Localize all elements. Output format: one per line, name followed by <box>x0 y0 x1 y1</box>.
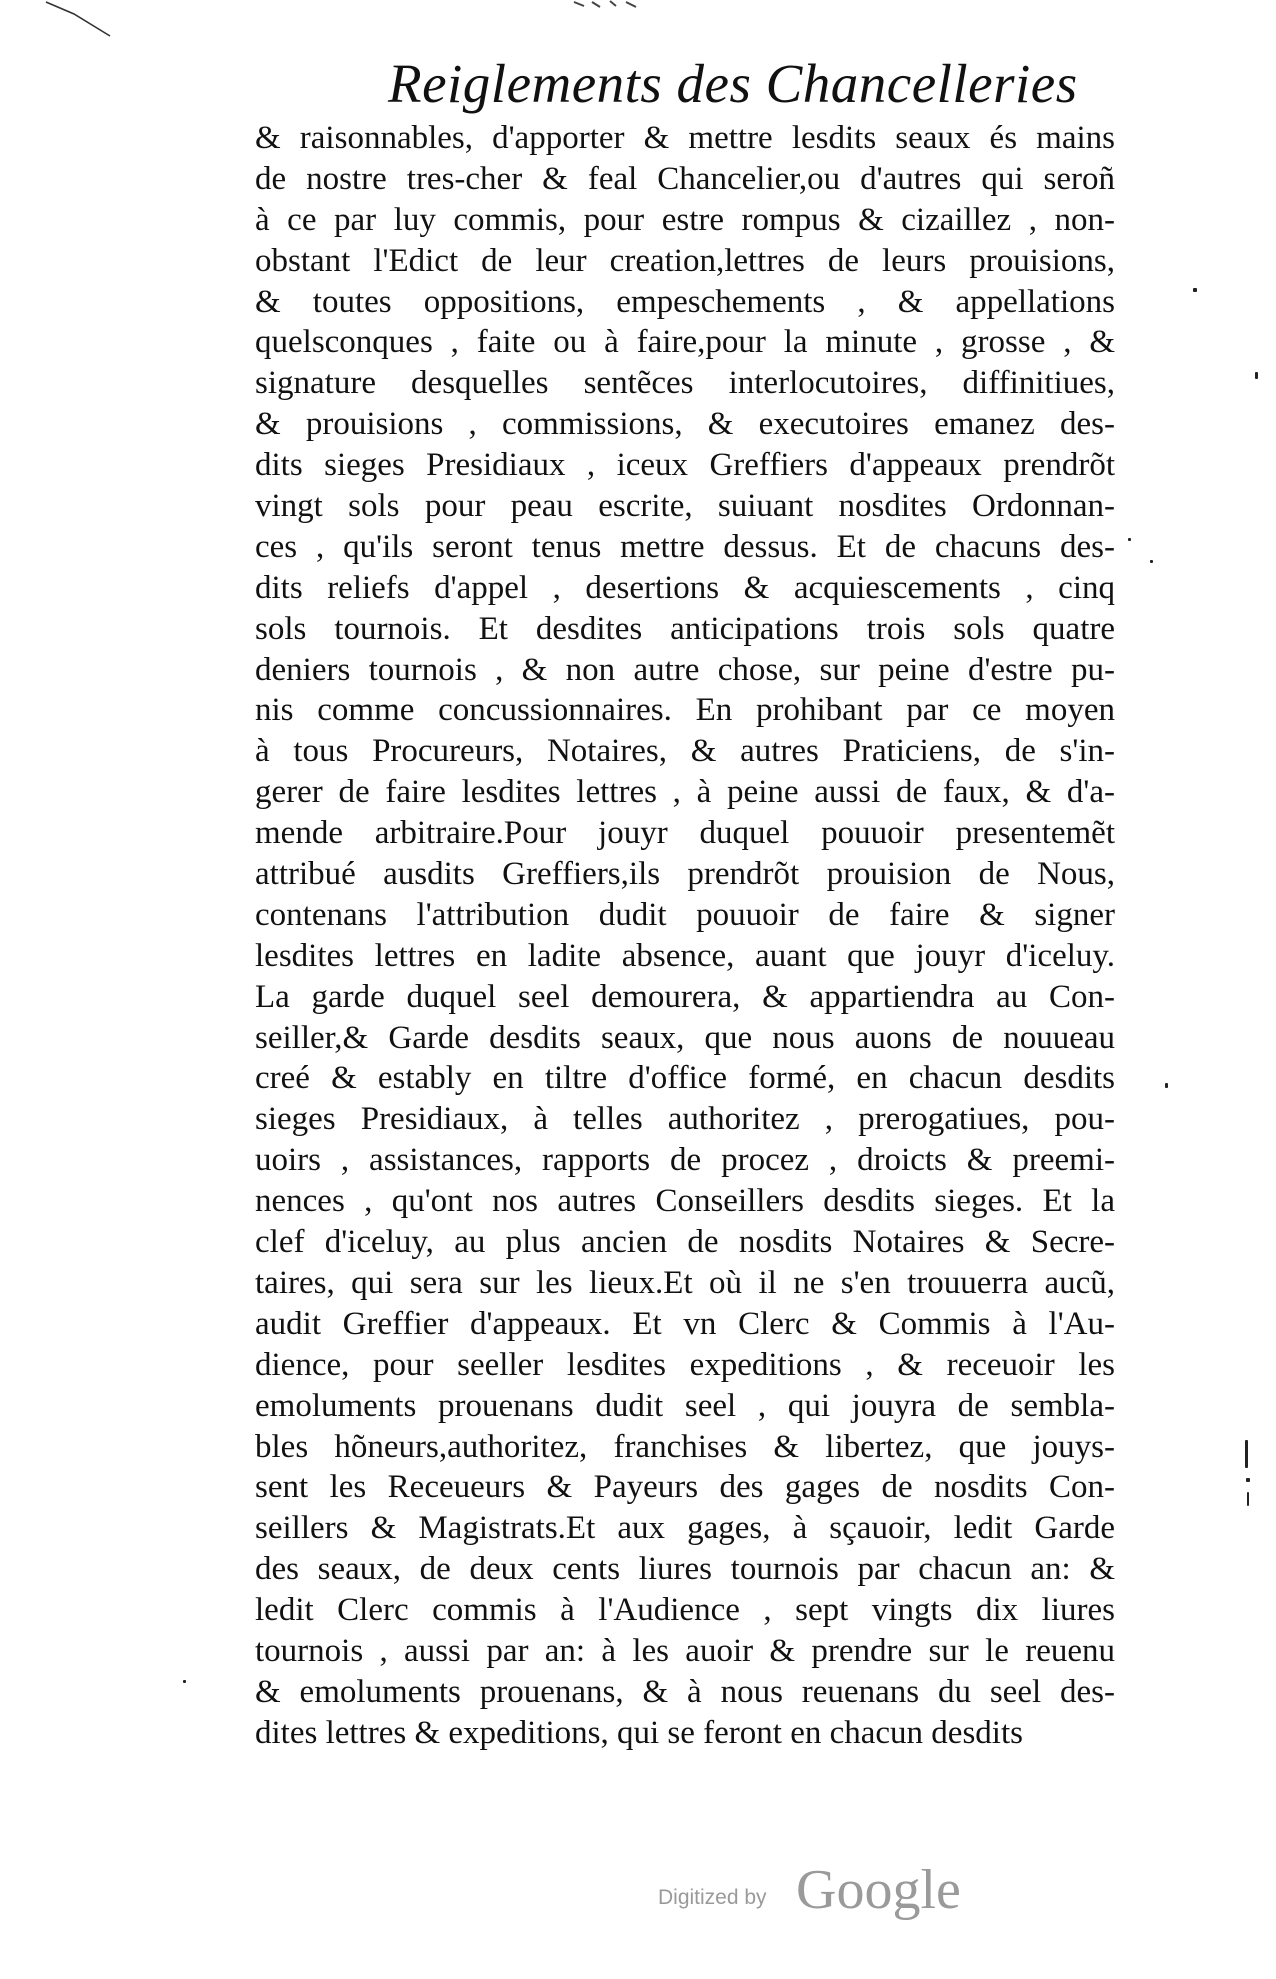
google-logo-text: Google <box>796 1859 961 1921</box>
text-line: audit Greffier d'appeaux. Et vn Clerc & Commis à l'Au- <box>255 1305 1115 1342</box>
margin-speck <box>1246 1478 1250 1482</box>
margin-speck <box>1247 1492 1249 1506</box>
margin-speck <box>1165 1083 1168 1088</box>
text-line: contenans l'attribution dudit pouuoir de faire & signer <box>255 896 1115 933</box>
text-line: deniers tournois , & non autre chose, sur peine d'estre pu- <box>255 651 1115 688</box>
text-line: sieges Presidiaux, à telles authoritez , prerogatiues, pou- <box>255 1101 1115 1138</box>
text-line: dience, pour seeller lesdites expeditions , & receuoir les <box>255 1346 1115 1383</box>
text-line: dits sieges Presidiaux , iceux Greffiers d'appeaux prendrõt <box>255 447 1115 484</box>
text-line: des seaux, de deux cents liures tournois par chacun an: & <box>255 1551 1115 1588</box>
text-line: La garde duquel seel demourera, & appartiendra au Con- <box>255 978 1115 1015</box>
text-line: sent les Receueurs & Payeurs des gages de nosdits Con- <box>255 1469 1115 1506</box>
running-head: Reiglements des Chancelleries <box>388 53 1078 114</box>
text-line: uoirs , assistances, rapports de procez , droicts & preemi- <box>255 1142 1115 1179</box>
top-edge-mark <box>570 0 650 10</box>
text-line: tournois , aussi par an: à les auoir & prendre sur le reuenu <box>255 1632 1115 1669</box>
margin-speck <box>1255 372 1258 379</box>
text-line: à ce par luy commis, pour estre rompus & cizaillez , non- <box>255 201 1115 238</box>
text-line: taires, qui sera sur les lieux.Et où il ne s'en trouuerra aucũ, <box>255 1264 1115 1301</box>
text-line: lesdites lettres en ladite absence, auant que jouyr d'iceluy. <box>255 937 1115 974</box>
text-line: vingt sols pour peau escrite, suiuant nosdites Ordonnan- <box>255 488 1115 525</box>
text-line: creé & estably en tiltre d'office formé, en chacun desdits <box>255 1060 1115 1097</box>
corner-scratch-mark <box>44 0 114 40</box>
text-line: & toutes oppositions, empeschements , & appellations <box>255 283 1115 320</box>
text-line: signature desquelles sentẽces interlocutoires, diffinitiues, <box>255 365 1115 402</box>
margin-speck <box>1150 560 1153 563</box>
body-text <box>255 118 1115 1754</box>
text-line: gerer de faire lesdites lettres , à peine aussi de faux, & d'a- <box>255 774 1115 811</box>
digitized-by-label: Digitized by <box>658 1886 767 1909</box>
text-line: dites lettres & expeditions, qui se feront en chacun desdits <box>255 1714 1023 1751</box>
margin-speck <box>183 1680 186 1683</box>
text-line: clef d'iceluy, au plus ancien de nosdits Notaires & Secre- <box>255 1224 1115 1261</box>
text-line: nences , qu'ont nos autres Conseillers desdits sieges. Et la <box>255 1183 1115 1220</box>
text-line: obstant l'Edict de leur creation,lettres de leurs prouisions, <box>255 242 1115 279</box>
margin-speck <box>1128 538 1131 541</box>
text-line: bles hõneurs,authoritez, franchises & libertez, que jouys- <box>255 1428 1115 1465</box>
text-line: nis comme concussionnaires. En prohibant par ce moyen <box>255 692 1115 729</box>
text-line: à tous Procureurs, Notaires, & autres Praticiens, de s'in- <box>255 733 1115 770</box>
text-line: & emoluments prouenans, & à nous reuenans du seel des- <box>255 1673 1115 1710</box>
text-line: de nostre tres-cher & feal Chancelier,ou d'autres qui seroñ <box>255 160 1115 197</box>
digitized-by-google-watermark <box>658 1858 988 1928</box>
text-line: & raisonnables, d'apporter & mettre lesdits seaux és mains <box>255 120 1115 156</box>
text-line: seiller,& Garde desdits seaux, que nous auons de nouueau <box>255 1019 1115 1056</box>
text-line: quelsconques , faite ou à faire,pour la minute , grosse , & <box>255 324 1115 361</box>
margin-speck <box>1193 288 1197 292</box>
text-line: ces , qu'ils seront tenus mettre dessus. Et de chacuns des- <box>255 528 1115 565</box>
text-line: attribué ausdits Greffiers,ils prendrõt prouision de Nous, <box>255 856 1115 893</box>
text-line: sols tournois. Et desdites anticipations trois sols quatre <box>255 610 1115 647</box>
text-line: mende arbitraire.Pour jouyr duquel pouuoir presentemẽt <box>255 815 1115 852</box>
text-line: ledit Clerc commis à l'Audience , sept vingts dix liures <box>255 1592 1115 1629</box>
text-line: & prouisions , commissions, & executoires emanez des- <box>255 406 1115 443</box>
text-line: seillers & Magistrats.Et aux gages, à sçauoir, ledit Garde <box>255 1510 1115 1547</box>
text-line: dits reliefs d'appel , desertions & acquiescements , cinq <box>255 569 1115 606</box>
text-line: emoluments prouenans dudit seel , qui jouyra de sembla- <box>255 1387 1115 1424</box>
margin-speck <box>1245 1440 1248 1468</box>
